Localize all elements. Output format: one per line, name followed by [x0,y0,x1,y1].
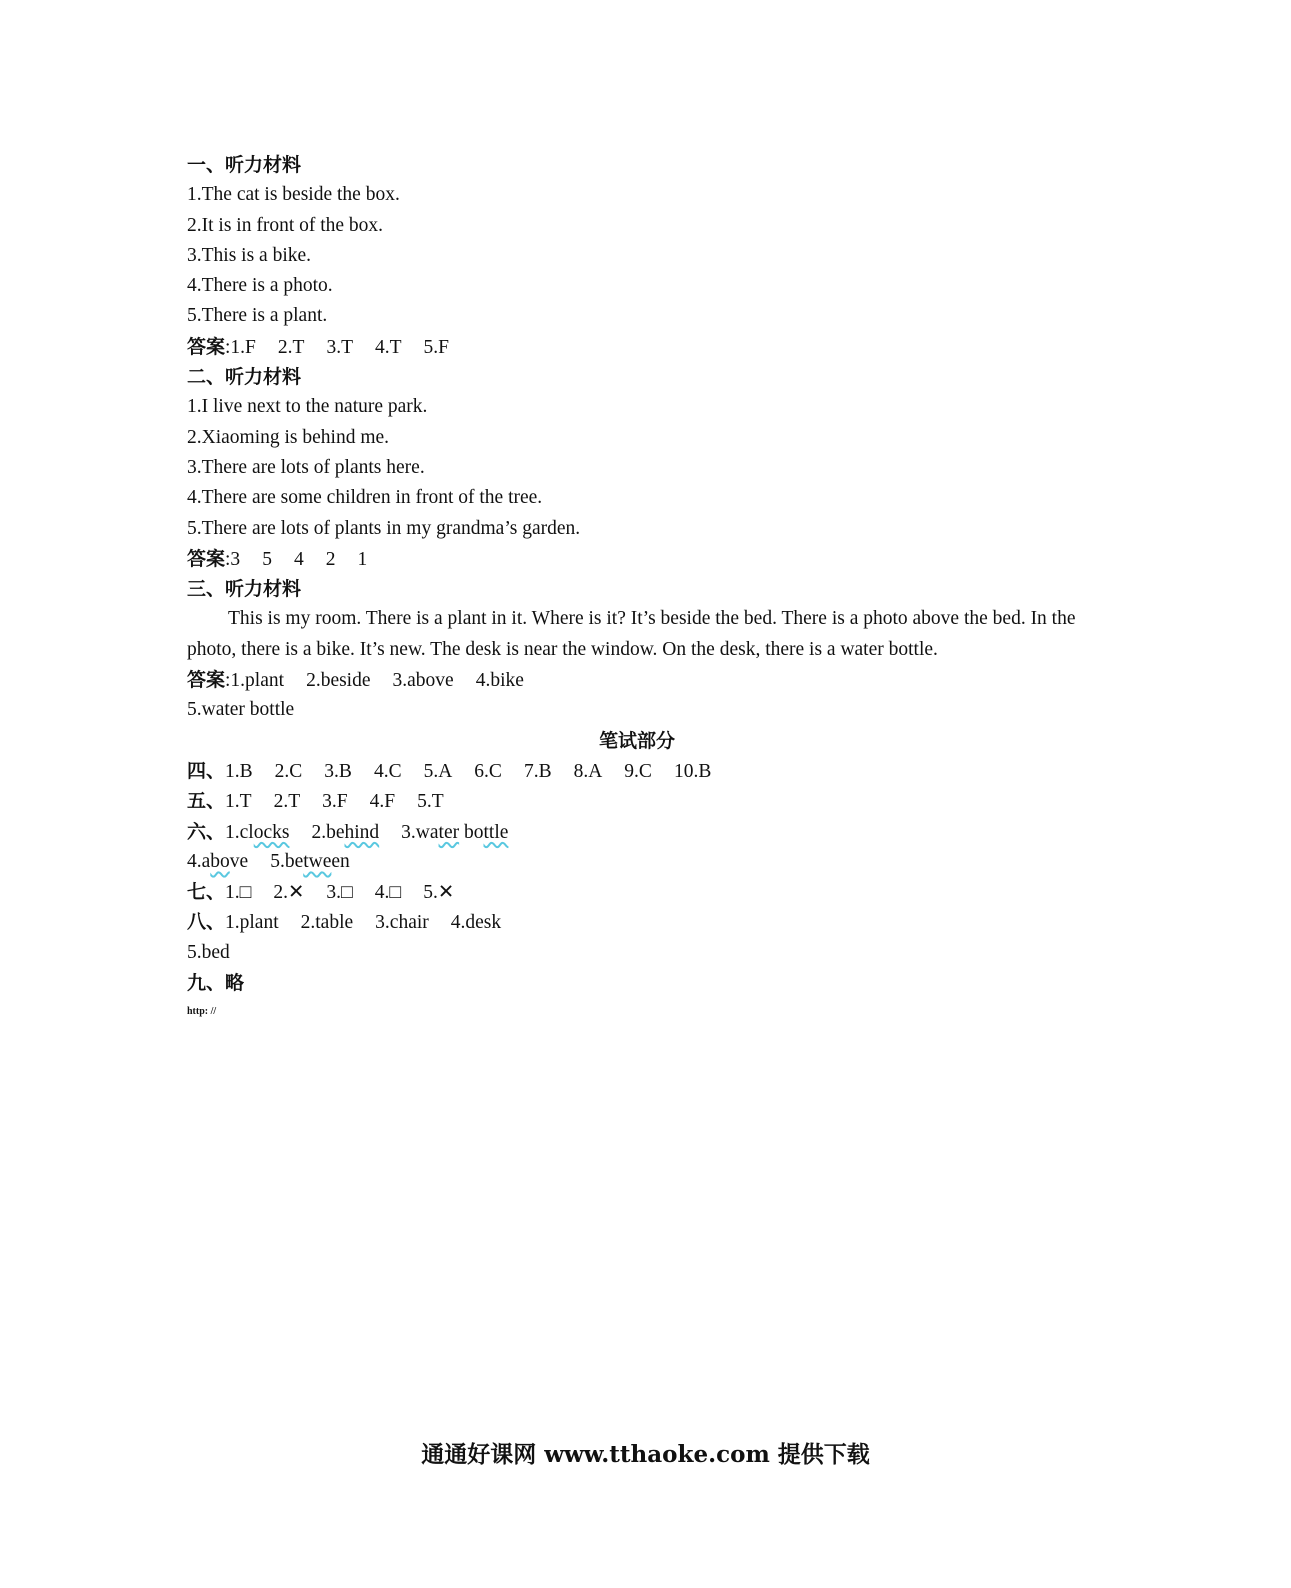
section3-answer [187,665,1087,695]
section2-line-5: 5.There are lots of plants in my grandma’s garden. [187,517,581,539]
answer-item [187,851,248,872]
section2-line-3: 3.There are lots of plants here. [187,456,425,478]
answer-item: 4 [293,548,304,570]
answer-item: 2.beside [306,670,371,692]
section7-answers [187,877,1087,907]
word-part: wa [415,821,439,843]
section2-answer [187,544,1087,574]
answer-item: 2.✕ [273,882,305,904]
section6-answers-line2 [187,847,1087,877]
item-number: 5. [270,850,285,872]
section1-line-2: 2.It is in front of the box. [187,214,384,236]
section6-answers-line1 [187,817,1087,847]
answer-item: 3.above [392,670,454,692]
answer-item [311,822,379,843]
answer-item: 1 [357,548,368,570]
section3-paragraph: This is my room. There is a plant in it. Where is it? It’s beside the bed. There is a photo above the bed. In the photo, there is a bike. It’s new. The desk is near the window. On the desk, there is a water bottle. [187,608,1076,660]
answer-label: 答案 [187,335,226,358]
section1-line-5: 5.There is a plant. [187,305,328,327]
answer-item: 4.F [369,791,396,813]
spellcheck-underline: twe [303,850,332,872]
answer-item: 4.desk [450,912,502,934]
section3-heading: 三、听力材料 [187,578,302,601]
section1-line-4: 4.There is a photo. [187,275,333,297]
answer-item: 8.A [573,760,603,782]
section5-label: 五、 [187,790,226,813]
answer-item: 3.T [326,336,353,358]
section8-answer-line2: 5.bed [187,941,230,963]
answer-item: 5.F [423,336,450,358]
section4-label: 四、 [187,759,226,782]
answer-item: 3.□ [326,882,353,904]
word-part: cl [239,821,254,843]
word-part: en [331,850,350,872]
answer-item [225,822,289,843]
item-number: 3. [401,821,416,843]
answer-item: 3.B [324,760,352,782]
answer-item: 2.C [274,760,303,782]
answer-item [401,822,508,843]
section2-line-4: 4.There are some children in front of the tree. [187,487,543,509]
word-part: be [326,821,345,843]
section2-line-2: 2.Xiaoming is behind me. [187,426,390,448]
answer-item: 4.C [373,760,402,782]
answer-item: 3.chair [375,912,429,934]
answer-item: 10.B [673,760,712,782]
section2-line-1: 1.I live next to the nature park. [187,396,428,418]
answer-item: :1.plant [225,670,285,692]
answer-item: 4.bike [475,670,524,692]
answer-item: 7.B [523,760,552,782]
footer-watermark: 通通好课网 www.tthaoke.com 提供下载 [421,1441,870,1468]
word-part: a [201,850,211,872]
section8-answers [187,907,1087,937]
spellcheck-underline: bo [210,850,230,872]
spellcheck-underline: hind [344,821,380,843]
item-number: 4. [187,850,202,872]
word-part: ve [229,850,249,872]
answer-item: 5.✕ [423,882,455,904]
section2-heading: 二、听力材料 [187,366,302,389]
answer-item: :1.F [225,336,256,358]
answer-item: 3.F [322,791,348,813]
answer-item: :3 [225,548,241,570]
word-part: be [284,850,304,872]
answer-label: 答案 [187,547,226,570]
answer-item: 9.C [624,760,652,782]
section8-label: 八、 [187,911,226,934]
spellcheck-underline: ttle [483,821,509,843]
answer-item [270,851,350,872]
answer-label: 答案 [187,669,226,692]
answer-item: 1.B [225,760,253,782]
answer-item: 1.□ [225,882,252,904]
answer-item: 2 [325,548,336,570]
section5-answers [187,786,1087,816]
answer-item: 5 [262,548,272,570]
answer-item: 2.T [277,336,305,358]
answer-item: 6.C [474,760,502,782]
url-text: http: // [187,1006,217,1018]
section7-label: 七、 [187,881,226,904]
spellcheck-underline: ocks [253,821,290,843]
answer-item: 4.□ [374,882,402,904]
written-section-title: 笔试部分 [598,729,675,752]
item-number: 1. [225,821,240,843]
word-part: bo [459,821,484,843]
section4-answers [187,756,1087,786]
item-number: 2. [311,821,327,843]
answer-item: 1.plant [225,912,279,934]
section9-answer: 九、略 [187,972,245,995]
answer-document [187,150,1087,1017]
answer-item: 2.T [273,791,301,813]
answer-item: 5.A [423,760,453,782]
answer-item: 1.T [225,791,252,813]
section6-label: 六、 [187,820,226,843]
answer-item: 2.table [300,912,354,934]
spellcheck-underline: ter [438,821,460,843]
answer-item: 5.T [417,791,444,813]
answer-item: 4.T [375,336,402,358]
section3-answer-line2: 5.water bottle [187,699,295,721]
section1-line-3: 3.This is a bike. [187,244,312,266]
section1-line-1: 1.The cat is beside the box. [187,184,400,206]
section1-heading: 一、听力材料 [187,154,302,176]
section1-answer [187,332,1087,362]
